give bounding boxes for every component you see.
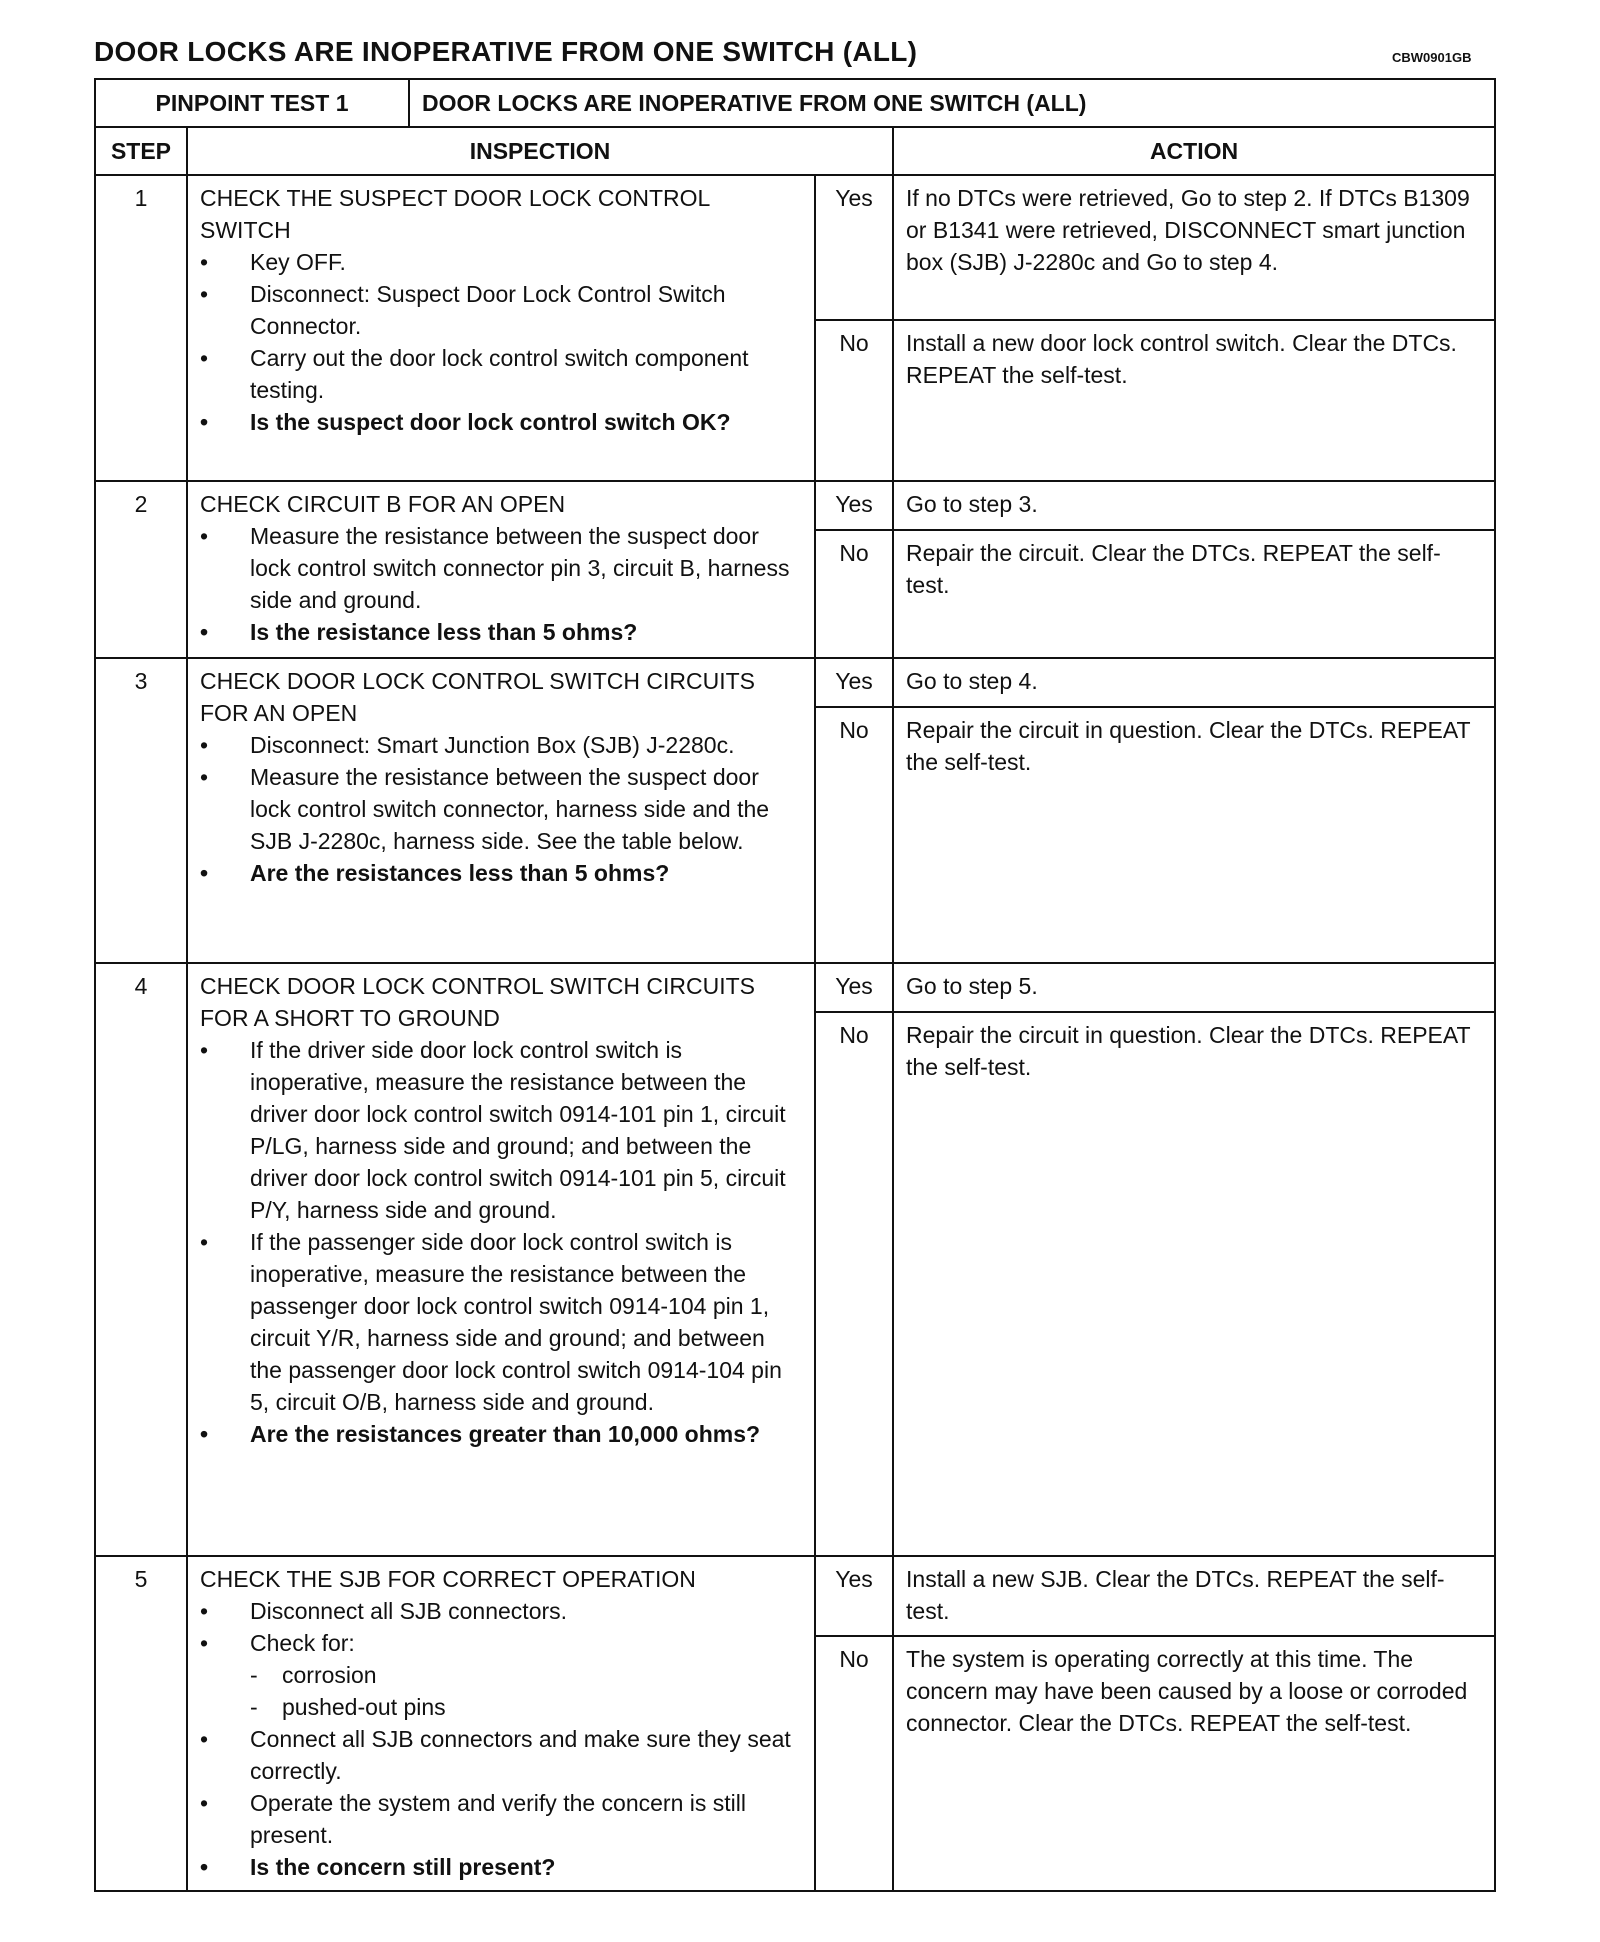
inspection-bullets xyxy=(200,520,802,648)
yes-label: Yes xyxy=(815,1556,893,1636)
header-inspection: INSPECTION xyxy=(187,127,893,175)
figure-code: CBW0901GB xyxy=(1392,50,1472,65)
inspection-bullet xyxy=(200,616,802,648)
bullet-text: Measure the resistance between the suspect door lock control switch connector pin 3, circuit B, harness side and ground. xyxy=(250,523,790,613)
no-action: Repair the circuit in question. Clear the DTCs. REPEAT the self-test. xyxy=(893,1012,1495,1556)
inspection-bullet xyxy=(200,342,802,406)
yes-action: Go to step 4. xyxy=(893,658,1495,707)
bullet-text: Disconnect: Smart Junction Box (SJB) J-2280c. xyxy=(250,732,735,758)
inspection-cell xyxy=(187,1556,815,1891)
step-number: 1 xyxy=(95,175,187,481)
no-label: No xyxy=(815,530,893,658)
inspection-bullet xyxy=(200,1034,802,1226)
step-row xyxy=(95,963,1495,1012)
inspection-bullet xyxy=(200,1595,802,1627)
inspection-cell xyxy=(187,963,815,1556)
inspection-bullet xyxy=(200,1787,802,1851)
inspection-heading: CHECK CIRCUIT B FOR AN OPEN xyxy=(200,491,566,517)
inspection-heading: CHECK DOOR LOCK CONTROL SWITCH CIRCUITS FOR A SHORT TO GROUND xyxy=(200,973,756,1031)
bullet-text: Is the suspect door lock control switch OK? xyxy=(250,409,731,435)
bullet-text: If the driver side door lock control switch is inoperative, measure the resistance between the driver door lock control switch 0914-101 pin 1, circuit P/LG, harness side and ground; and between the driver door lock control switch 0914-101 pin 5, circuit P/Y, harness side and ground. xyxy=(250,1037,786,1223)
bullet-text: If the passenger side door lock control switch is inoperative, measure the resistance between the passenger door lock control switch 0914-104 pin 1, circuit Y/R, harness side and ground; and between the passenger door lock control switch 0914-104 pin 5, circuit O/B, harness side and ground. xyxy=(250,1229,782,1415)
inspection-bullet xyxy=(200,1627,802,1659)
inspection-cell xyxy=(187,658,815,963)
yes-action: Go to step 5. xyxy=(893,963,1495,1012)
yes-action: Go to step 3. xyxy=(893,481,1495,530)
header-step: STEP xyxy=(95,127,187,175)
sub-item: - corrosion xyxy=(200,1659,802,1691)
bullet-text: Disconnect: Suspect Door Lock Control Switch Connector. xyxy=(250,281,726,339)
bullet-text: Are the resistances less than 5 ohms? xyxy=(250,860,670,886)
inspection-heading: CHECK DOOR LOCK CONTROL SWITCH CIRCUITS FOR AN OPEN xyxy=(200,668,756,726)
pinpoint-title: DOOR LOCKS ARE INOPERATIVE FROM ONE SWITCH (ALL) xyxy=(409,79,1495,127)
inspection-bullet xyxy=(200,246,802,278)
inspection-bullets xyxy=(200,1595,802,1883)
page-title: DOOR LOCKS ARE INOPERATIVE FROM ONE SWITCH (ALL) xyxy=(94,36,918,67)
inspection-bullets xyxy=(200,729,802,889)
bullet-text: Key OFF. xyxy=(250,249,346,275)
no-action: Install a new door lock control switch. Clear the DTCs. REPEAT the self-test. xyxy=(893,320,1495,481)
bullet-text: Is the concern still present? xyxy=(250,1854,556,1880)
inspection-cell xyxy=(187,481,815,658)
step-row xyxy=(95,175,1495,320)
step-row xyxy=(95,658,1495,707)
inspection-bullet xyxy=(200,278,802,342)
yes-label: Yes xyxy=(815,963,893,1012)
inspection-bullet xyxy=(200,520,802,616)
yes-label: Yes xyxy=(815,481,893,530)
no-label: No xyxy=(815,707,893,963)
no-action: Repair the circuit in question. Clear the DTCs. REPEAT the self-test. xyxy=(893,707,1495,963)
inspection-bullet xyxy=(200,1723,802,1787)
no-label: No xyxy=(815,320,893,481)
bullet-text: Disconnect all SJB connectors. xyxy=(250,1598,568,1624)
inspection-bullet xyxy=(200,1226,802,1418)
no-action: The system is operating correctly at this time. The concern may have been caused by a loose or corroded connector. Clear the DTCs. REPEAT the self-test. xyxy=(893,1636,1495,1891)
inspection-bullet xyxy=(200,729,802,761)
yes-action: Install a new SJB. Clear the DTCs. REPEAT the self-test. xyxy=(893,1556,1495,1636)
header-action: ACTION xyxy=(893,127,1495,175)
yes-action: If no DTCs were retrieved, Go to step 2. If DTCs B1309 or B1341 were retrieved, DISCONNECT smart junction box (SJB) J-2280c and Go to step 4. xyxy=(893,175,1495,320)
bullet-text: Carry out the door lock control switch component testing. xyxy=(250,345,749,403)
inspection-heading: CHECK THE SUSPECT DOOR LOCK CONTROL SWITCH xyxy=(200,185,710,243)
no-action: Repair the circuit. Clear the DTCs. REPEAT the self-test. xyxy=(893,530,1495,658)
pinpoint-test-table xyxy=(94,78,1496,1892)
inspection-bullet xyxy=(200,406,802,438)
step-row xyxy=(95,1556,1495,1636)
inspection-heading: CHECK THE SJB FOR CORRECT OPERATION xyxy=(200,1566,696,1592)
inspection-bullet xyxy=(200,1851,802,1883)
inspection-bullets xyxy=(200,246,802,438)
step-number: 2 xyxy=(95,481,187,658)
bullet-text: Are the resistances greater than 10,000 ohms? xyxy=(250,1421,761,1447)
yes-label: Yes xyxy=(815,175,893,320)
inspection-cell xyxy=(187,175,815,481)
bullet-text: Measure the resistance between the suspect door lock control switch connector, harness side and the SJB J-2280c, harness side. See the table below. xyxy=(250,764,770,854)
no-label: No xyxy=(815,1012,893,1556)
step-number: 5 xyxy=(95,1556,187,1891)
pinpoint-label: PINPOINT TEST 1 xyxy=(95,79,409,127)
bullet-text: Connect all SJB connectors and make sure they seat correctly. xyxy=(250,1726,791,1784)
inspection-bullets xyxy=(200,1034,802,1450)
yes-label: Yes xyxy=(815,658,893,707)
step-number: 4 xyxy=(95,963,187,1556)
bullet-text: Is the resistance less than 5 ohms? xyxy=(250,619,638,645)
sub-item: - pushed-out pins xyxy=(200,1691,802,1723)
step-number: 3 xyxy=(95,658,187,963)
inspection-bullet xyxy=(200,857,802,889)
step-row xyxy=(95,481,1495,530)
bullet-text: Operate the system and verify the concern is still present. xyxy=(250,1790,746,1848)
no-label: No xyxy=(815,1636,893,1891)
inspection-bullet xyxy=(200,761,802,857)
inspection-bullet xyxy=(200,1418,802,1450)
bullet-text: Check for: xyxy=(250,1630,355,1656)
